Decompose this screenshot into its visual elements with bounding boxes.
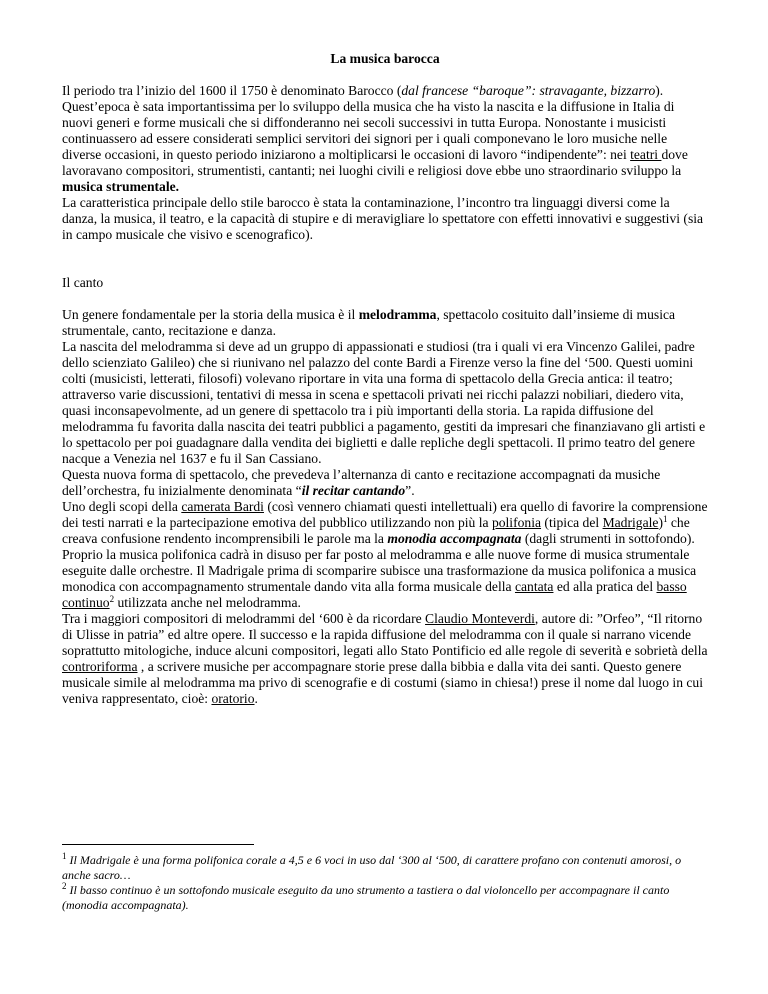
canto-paragraph-4: Uno degli scopi della camerata Bardi (così vennero chiamati questi intellettuali) era quello di favorire la comprensione dei testi narrati e la partecipazione emotiva del pubblico utilizzando non più la polifonia (tipica del Madrigale)$^1$ che creava confusione rendento incomprensibili le parole ma la monodia accompagnata (dagli strumenti in sottofondo). Proprio la musica polifonica cadrà in disuso per far posto al melodramma e alle nuove forme di musica strumentale eseguite dalle orchestre. Il Madrigale prima di scomparire subisce una trasformazione da musica polifonica a musica monodica con accompagnamento strumentale dando vita alla forma musicale della cantata ed alla pratica del basso continuo$^2$ utilizzata anche nel melodramma. <box>62 499 708 610</box>
polifonia-link[interactable]: polifonia <box>491 515 542 530</box>
musica-strumentale-term: musica strumentale. <box>62 179 180 194</box>
teatri-link[interactable]: teatri <box>630 147 662 162</box>
canto-paragraph-1: Un genere fondamentale per la storia della musica è il melodramma, spettacolo cosituito dall’insieme di musica strumentale, canto, recitazione e danza. <box>62 307 676 338</box>
page-title: La musica barocca <box>330 51 440 66</box>
canto-paragraph-5: Tra i maggiori compositori di melodrammi del ‘600 è da ricordare Claudio Monteverdi, autore di: ”Orfeo”, “Il ritorno di Ulisse in patria” ed altre opere. Il successo e la rapida diffusione del melodramma con il quale si narrano vicende soprattutto mitologiche, induce alcuni compositori, legati allo Stato Pontificio ed alle regole di severità e sobrietà della controriforma , a scrivere musiche per accompagnare storie prese dalla bibbia e dalla vita dei santi. Questo genere musicale simile al melodramma ma privo di scenografie e di costumi (siamo in chiesa!) prese il nome dal luogo in cui veniva rappresentato, cioè: oratorio. <box>62 611 708 706</box>
footnote-ref-2[interactable]: 2 <box>109 594 115 604</box>
cantata-link[interactable]: cantata <box>514 579 554 594</box>
melodramma-term: melodramma <box>358 307 437 322</box>
monodia-term: monodia accompagnata <box>387 531 522 546</box>
monteverdi-link[interactable]: Claudio Monteverdi <box>425 611 535 626</box>
footnote-divider <box>62 844 254 845</box>
intro-paragraph: Il periodo tra l’inizio del 1600 il 1750 è denominato Barocco (dal francese “baroque”: stravagante, bizzarro). Quest’epoca è sata importantissima per lo sviluppo della musica che ha visto la nascita e la diffusione in Italia di nuovi generi e forme musicali che si diffonderanno nei secoli successivi in tutta Europa. Nonostante i musicisti continuassero ad essere considerati semplici servitori dei signori per i quali componevano le loro musiche nelle diverse occasioni, in questo periodo iniziarono a moltiplicarsi le occasioni di lavoro “indipendente”: nei teatri dove lavoravano compositori, strumentisti, cantanti; nei luoghi civili e religiosi dove ebbe uno straordinario sviluppo la musica strumentale. <box>62 83 688 194</box>
footnote-2: $^2$ Il basso continuo è un sottofondo musicale eseguito da uno strumento a tastiera o dal violoncello per accompagnare il canto (monodia accompagnata). <box>62 881 670 912</box>
canto-paragraph-2: La nascita del melodramma si deve ad un gruppo di appassionati e studiosi (tra i quali vi era Vincenzo Galilei, padre dello scienziato Galileo) che si riunivano nel palazzo del conte Bardi a Firenze verso la fine del ‘500. Questi uomini colti (musicisti, letterati, filosofi) volevano riportare in vita una forma di spettacolo della Grecia antica: il teatro; attraverso varie discussioni, tentativi di messa in scena e spettacoli privati nei ricchi palazzi nobiliari, diedero vita, quasi inconsapevolmente, ad un genere di spettacolo tra i più importanti della storia. La rapida diffusione del melodramma fu favorita dalla nascita dei teatri pubblici a pagamento, gestiti da impresari che finanziavano gli artisti e lo spettacolo per poi guadagnare dalla vendita dei biglietti e dalle repliche degli spettacoli. Il primo teatro del genere nacque a Venezia nel 1637 e fu il San Cassiano. <box>62 339 706 466</box>
footnotes <box>62 844 708 913</box>
madrigale-link[interactable]: Madrigale <box>602 515 659 530</box>
recitar-cantando-term: il recitar cantando <box>301 483 406 498</box>
section-heading: Il canto <box>62 275 104 290</box>
footnote-ref-1[interactable]: 1 <box>662 514 668 524</box>
canto-paragraph-3: Questa nuova forma di spettacolo, che prevedeva l’alternanza di canto e recitazione accompagnati da musiche dell’orchestra, fu inizialmente denominata “il recitar cantando”. <box>62 467 661 498</box>
intro-paragraph-2: La caratteristica principale dello stile barocco è stata la contaminazione, l’incontro tra linguaggi diversi come la danza, la musica, il teatro, e la capacità di stupire e di meravigliare lo spettatore con effetti innovativi e suggestivi (sia in campo musicale che visivo e scenografico). <box>62 195 704 242</box>
controriforma-link[interactable]: controriforma <box>62 659 138 674</box>
oratorio-link[interactable]: oratorio <box>211 691 255 706</box>
basso-continuo-link[interactable]: basso continuo <box>62 579 687 610</box>
camerata-bardi-link[interactable]: camerata Bardi <box>181 499 264 514</box>
footnote-1: $^1$ Il Madrigale è una forma polifonica corale a 4,5 e 6 voci in uso dal ‘300 al ‘500, di carattere profano con contenuti amorosi, o anche sacro… <box>62 851 682 882</box>
